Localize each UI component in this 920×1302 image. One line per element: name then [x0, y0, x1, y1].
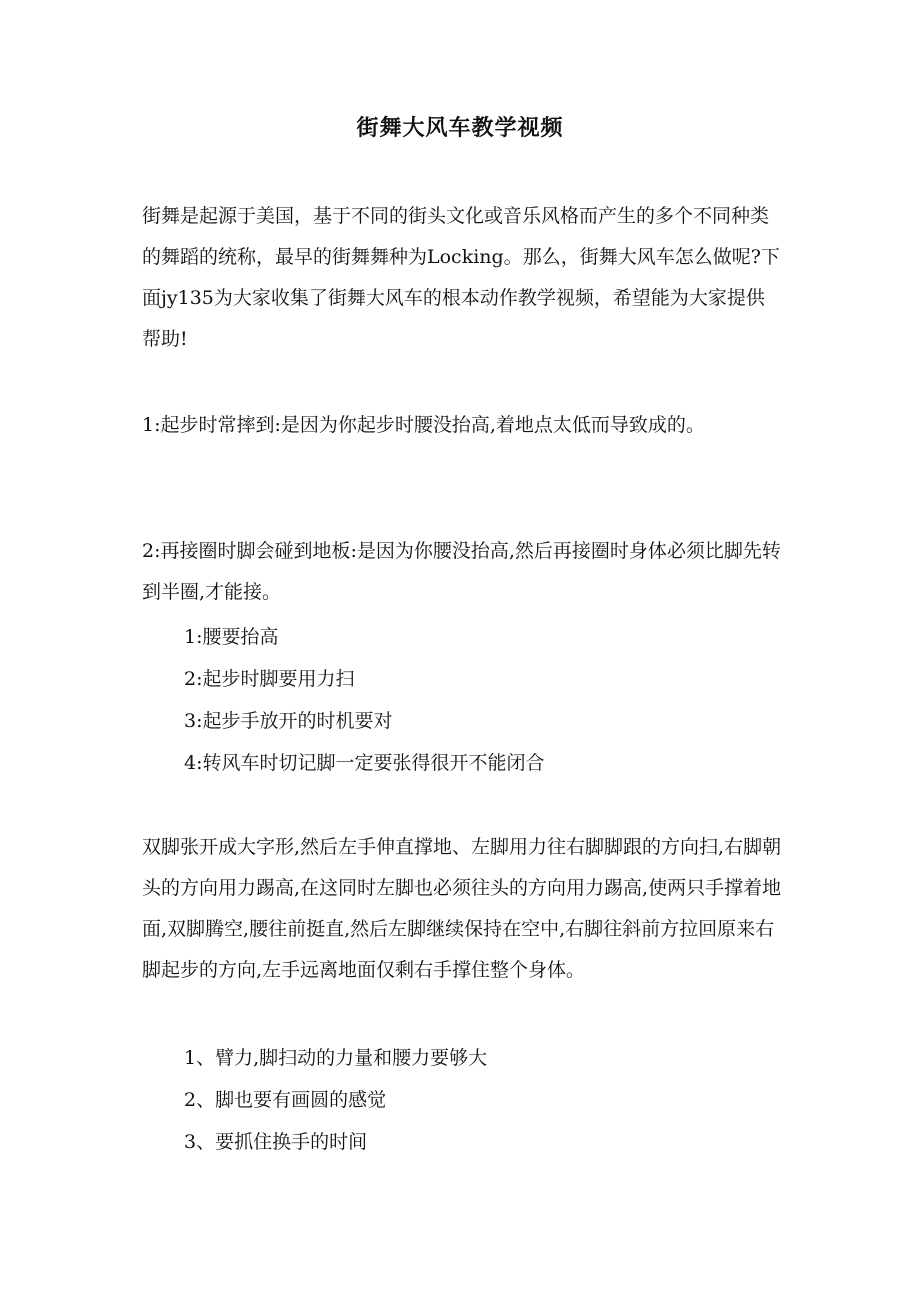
intro-paragraph: 街舞是起源于美国，基于不同的街头文化或音乐风格而产生的多个不同种类的舞蹈的统称，最早的街舞舞种为Locking。那么，街舞大风车怎么做呢?下面jy135为大家收集了街舞大风车的根本动作教学视频，希望能为大家提供帮助!: [142, 205, 780, 350]
tip-item: 3:起步手放开的时机要对: [184, 710, 393, 732]
steps-paragraph: 双脚张开成大字形,然后左手伸直撑地、左脚用力往右脚脚跟的方向扫,右脚朝头的方向用力踢高,在这同时左脚也必须往头的方向用力踢高,使两只手撑着地面,双脚腾空,腰往前挺直,然后左脚继续保持在空中,右脚往斜前方拉回原来右脚起步的方向,左手远离地面仅剩右手撑住整个身体。: [142, 836, 782, 981]
tip-item: 1、臂力,脚扫动的力量和腰力要够大: [184, 1047, 488, 1069]
tip-item: 2:起步时脚要用力扫: [184, 668, 355, 690]
problem-2-paragraph: 2:再接圈时脚会碰到地板:是因为你腰没抬高,然后再接圈时身体必须比脚先转到半圈,才能接。: [142, 540, 781, 603]
tip-item: 4:转风车时切记脚一定要张得很开不能闭合: [184, 752, 545, 774]
tip-item: 1:腰要抬高: [184, 626, 279, 648]
document-title: 街舞大风车教学视频: [356, 115, 564, 141]
tip-item: 2、脚也要有画圆的感觉: [184, 1089, 387, 1111]
tip-item: 3、要抓住换手的时间: [184, 1131, 368, 1153]
problem-1-paragraph: 1:起步时常摔到:是因为你起步时腰没抬高,着地点太低而导致成的。: [142, 414, 705, 436]
